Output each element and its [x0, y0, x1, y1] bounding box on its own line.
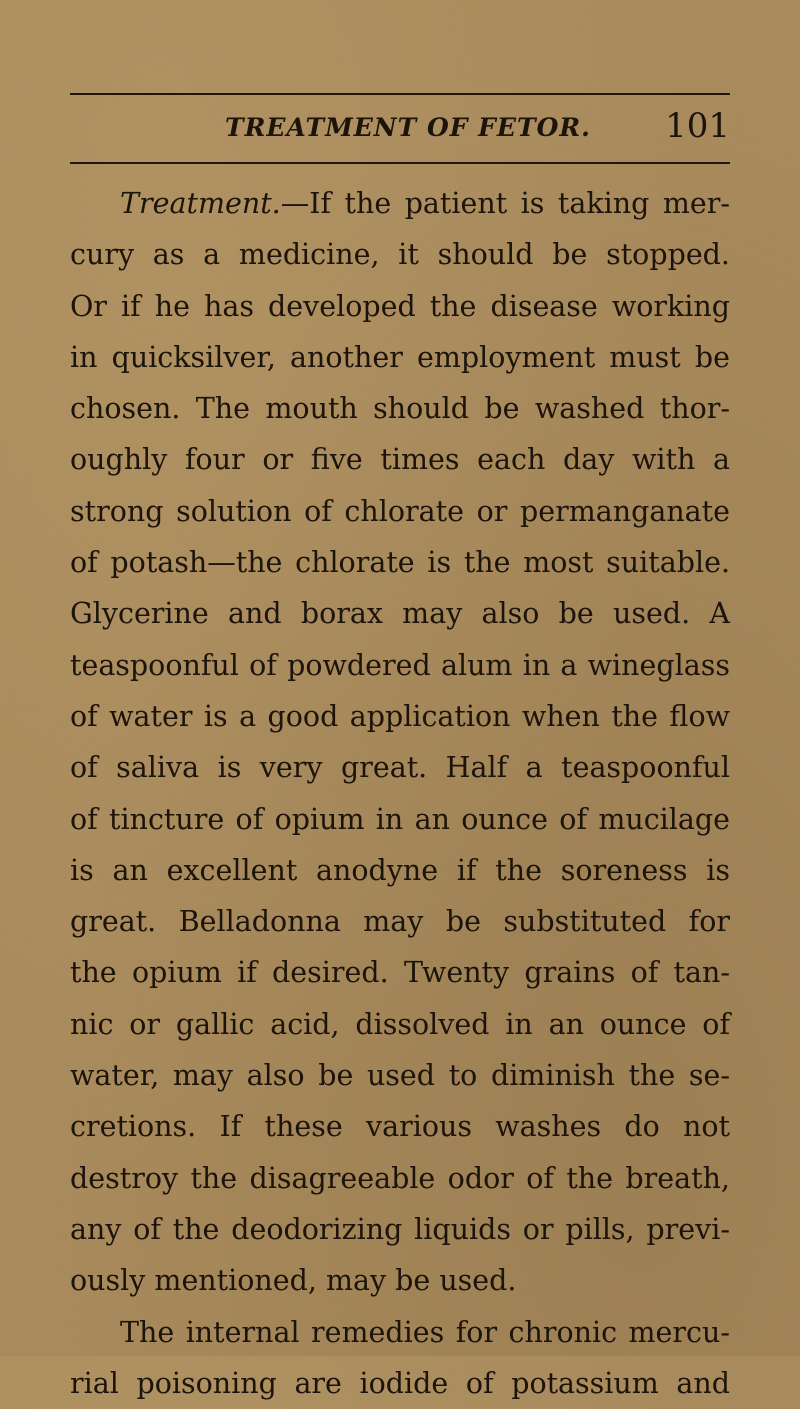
header-bottom-rule: [70, 162, 730, 164]
text-line: the opium if desired. Twenty grains of tan-: [70, 956, 730, 990]
text-line: chosen. The mouth should be washed thor-: [70, 392, 730, 426]
text-line-segment: —If the patient is taking mer-: [280, 187, 730, 220]
text-line: of saliva is very great. Half a teaspoonful: [70, 751, 730, 785]
text-line: cury as a medicine, it should be stopped.: [70, 238, 730, 272]
text-line: of potash—the chlorate is the most suitable.: [70, 546, 730, 580]
text-line: ously mentioned, may be used.: [70, 1264, 517, 1298]
text-line: Glycerine and borax may also be used. A: [70, 597, 730, 631]
section-lead-word: Treatment.: [120, 187, 281, 220]
text-line: any of the deodorizing liquids or pills, previ-: [70, 1212, 730, 1246]
text-line: of tincture of opium in an ounce of mucilage: [70, 802, 730, 836]
text-line: is an excellent anodyne if the soreness is: [70, 853, 730, 887]
running-title: TREATMENT OF FETOR.: [225, 113, 591, 142]
text-line: cretions. If these various washes do not: [70, 1110, 730, 1144]
page-header: [70, 104, 730, 156]
text-line: [70, 178, 730, 229]
text-line: Or if he has developed the disease working: [70, 289, 730, 323]
text-line: teaspoonful of powdered alum in a wineglass: [70, 648, 730, 682]
page-number: 101: [665, 106, 730, 146]
text-line: nic or gallic acid, dissolved in an ounce of: [70, 1007, 730, 1041]
text-line: strong solution of chlorate or permanganate: [70, 494, 730, 528]
header-top-rule: [70, 93, 730, 95]
body-text: [70, 178, 730, 1409]
text-line: The internal remedies for chronic mercu-: [120, 1315, 730, 1349]
text-line: of water is a good application when the flow: [70, 699, 730, 733]
text-line: destroy the disagreeable odor of the breath,: [70, 1161, 730, 1195]
text-line: rial poisoning are iodide of potassium and: [70, 1366, 730, 1400]
text-line: oughly four or five times each day with a: [70, 443, 730, 477]
text-line: water, may also be used to diminish the se-: [70, 1059, 730, 1093]
text-line: in quicksilver, another employment must be: [70, 340, 730, 374]
text-line: great. Belladonna may be substituted for: [70, 905, 730, 939]
